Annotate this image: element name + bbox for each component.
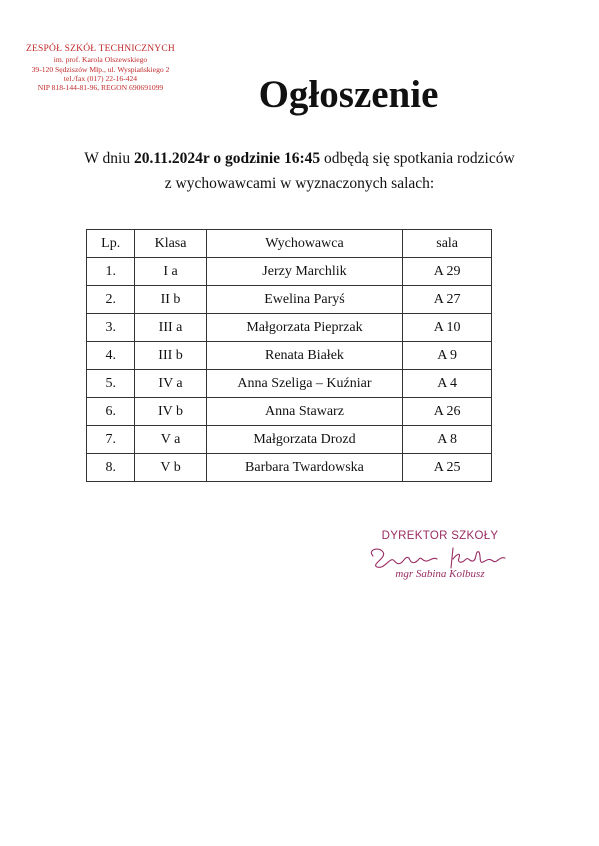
announcement-text [0, 146, 599, 196]
stamp-address: 39-120 Sędziszów Młp., ul. Wyspiańskiego 2 [31, 64, 170, 74]
cell-klasa: V a [135, 426, 206, 454]
cell-lp: 1. [87, 258, 135, 286]
cell-sala: A 10 [403, 314, 492, 342]
intro-middle: o godzinie [209, 150, 284, 167]
cell-wychowawca: Ewelina Paryś [206, 286, 403, 314]
director-signature-block [360, 530, 520, 580]
cell-sala: A 27 [403, 286, 492, 314]
announcement-line-1 [0, 146, 599, 171]
cell-lp: 6. [87, 398, 135, 426]
table-row [87, 370, 492, 398]
table-row [87, 342, 492, 370]
cell-wychowawca: Anna Szeliga – Kuźniar [206, 370, 403, 398]
signature-title: DYREKTOR SZKOŁY [381, 530, 499, 542]
stamp-school-name: ZESPÓŁ SZKÓŁ TECHNICZNYCH [26, 44, 175, 54]
cell-sala: A 29 [403, 258, 492, 286]
cell-lp: 3. [87, 314, 135, 342]
cell-lp: 8. [87, 454, 135, 482]
table-row [87, 426, 492, 454]
cell-klasa: I a [135, 258, 206, 286]
meeting-rooms-table [86, 229, 492, 482]
table-row [87, 258, 492, 286]
cell-wychowawca: Małgorzata Pieprzak [206, 314, 403, 342]
stamp-patron: im. prof. Karola Olszewskiego [53, 55, 148, 65]
cell-lp: 2. [87, 286, 135, 314]
intro-suffix: odbędą się spotkania rodziców [320, 150, 515, 167]
announcement-line-2: z wychowawcami w wyznaczonych salach: [164, 175, 435, 192]
cell-sala: A 4 [403, 370, 492, 398]
table-header-row [87, 230, 492, 258]
table-row [87, 454, 492, 482]
cell-lp: 7. [87, 426, 135, 454]
meeting-time: 16:45 [283, 150, 321, 167]
cell-lp: 5. [87, 370, 135, 398]
cell-sala: A 26 [403, 398, 492, 426]
cell-wychowawca: Jerzy Marchlik [206, 258, 403, 286]
cell-klasa: II b [135, 286, 206, 314]
cell-klasa: III b [135, 342, 206, 370]
signature-name: mgr Sabina Kolbusz [395, 568, 485, 580]
stamp-phone: tel./fax (017) 22-16-424 [63, 73, 138, 83]
cell-klasa: IV b [135, 398, 206, 426]
cell-wychowawca: Barbara Twardowska [206, 454, 403, 482]
meeting-date: 20.11.2024r [133, 150, 210, 167]
stamp-ids: NIP 818-144-81-96, REGON 690691099 [37, 82, 164, 92]
cell-sala: A 25 [403, 454, 492, 482]
cell-sala: A 9 [403, 342, 492, 370]
header-wychowawca: Wychowawca [206, 230, 403, 258]
header-klasa: Klasa [135, 230, 206, 258]
table-row [87, 286, 492, 314]
cell-lp: 4. [87, 342, 135, 370]
cell-klasa: IV a [135, 370, 206, 398]
cell-wychowawca: Anna Stawarz [206, 398, 403, 426]
cell-wychowawca: Renata Białek [206, 342, 403, 370]
header-sala: sala [403, 230, 492, 258]
table-row [87, 314, 492, 342]
cell-sala: A 8 [403, 426, 492, 454]
cell-klasa: III a [135, 314, 206, 342]
cell-klasa: V b [135, 454, 206, 482]
header-lp: Lp. [87, 230, 135, 258]
page-title: Ogłoszenie [258, 73, 439, 116]
table-row [87, 398, 492, 426]
intro-prefix: W dniu [84, 150, 134, 167]
cell-wychowawca: Małgorzata Drozd [206, 426, 403, 454]
